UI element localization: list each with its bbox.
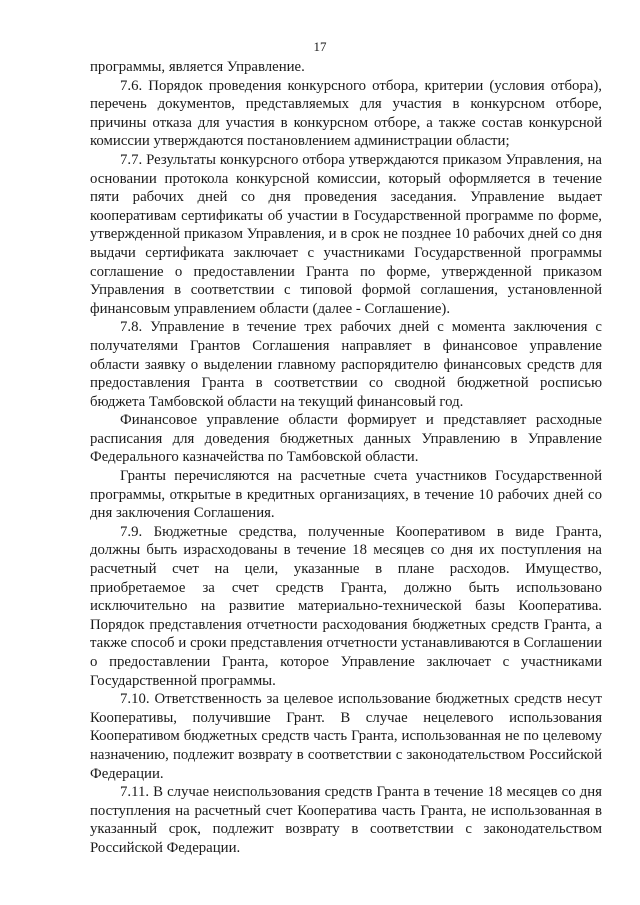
paragraph-grant-transfer: Гранты перечисляются на расчетные счета участников Государственной программы, открытые в кредитных организациях, в течение 10 рабочих дней со дня заключения Соглашения. (90, 468, 602, 522)
paragraph-financial-management: Финансовое управление области формирует и представляет расходные расписания для доведения бюджетных данных Управлению в Управление Федерального казначейства по Тамбовской области. (90, 412, 602, 466)
paragraph-7-8: 7.8. Управление в течение трех рабочих дней с момента заключения с получателями Грантов Соглашения направляет в финансовое управление области заявку о выделении главному распорядителю финансовых средств для предоставления Гранта в соответствии со сводной бюджетной росписью бюджета Тамбовской области на текущий финансовый год. (90, 319, 602, 410)
page-number: 17 (313, 39, 327, 54)
document-body (90, 58, 602, 858)
paragraph-7-7: 7.7. Результаты конкурсного отбора утверждаются приказом Управления, на основании протокола конкурсной комиссии, который оформляется в течение пяти рабочих дней со дня проведения заседания. Управление выдает кооперативам сертификаты об участии в Государственной программе по форме, утвержденной приказом Управления, и в срок не позднее 10 рабочих дней со дня выдачи сертификата заключает с участниками Государственной программы соглашение о предоставлении Гранта по форме, утвержденной приказом Управления в соответствии с типовой формой соглашения, установленной финансовым управлением области (далее - Соглашение). (90, 151, 602, 317)
paragraph-7-11: 7.11. В случае неиспользования средств Гранта в течение 18 месяцев со дня поступления на расчетный счет Кооператива часть Гранта, не использованная в указанный срок, подлежит возврату в соответствии с законодательством Российской Федерации. (90, 784, 602, 856)
paragraph-continuation: программы, является Управление. (90, 59, 305, 75)
paragraph-7-9: 7.9. Бюджетные средства, полученные Кооперативом в виде Гранта, должны быть израсходованы в течение 18 месяцев со дня их поступления на расчетный счет на цели, указанные в плане расходов. Имущество, приобретаемое за счет средств Гранта, должно быть использовано исключительно на развитие материально-технической базы Кооператива. Порядок представления отчетности расходования бюджетных средств Гранта, а также способ и сроки представления отчетности устанавливаются в Соглашении о предоставлении Гранта, которое Управление заключает с участниками Государственной программы. (90, 523, 602, 689)
paragraph-7-6: 7.6. Порядок проведения конкурсного отбора, критерии (условия отбора), перечень документов, представляемых для участия в конкурсном отборе, причины отказа для участия в конкурсном отборе, а также состав конкурсной комиссии утверждаются постановлением администрации области; (90, 77, 602, 150)
paragraph-7-10: 7.10. Ответственность за целевое использование бюджетных средств несут Кооперативы, получившие Грант. В случае нецелевого использования Кооперативом бюджетных средств часть Гранта, использованная не по целевому назначению, подлежит возврату в соответствии с законодательством Российской Федерации. (90, 691, 602, 782)
